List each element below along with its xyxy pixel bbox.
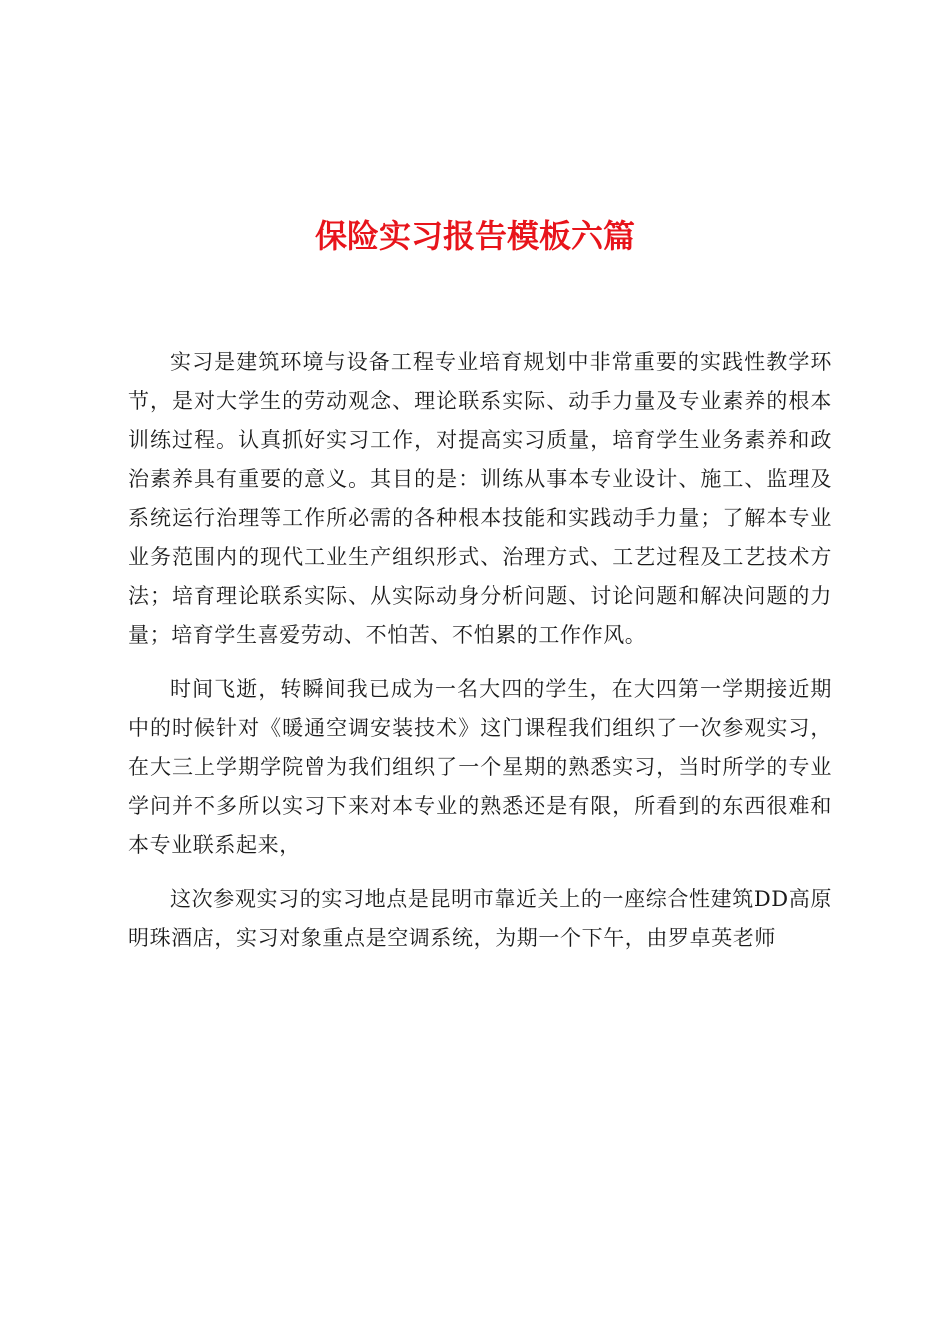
document-body xyxy=(128,343,832,973)
paragraph-3: 这次参观实习的实习地点是昆明市靠近关上的一座综合性建筑DD高原明珠酒店，实习对象重点是空调系统，为期一个下午，由罗卓英老师 xyxy=(128,887,832,950)
paragraph-1: 实习是建筑环境与设备工程专业培育规划中非常重要的实践性教学环节，是对大学生的劳动观念、理论联系实际、动手力量及专业素养的根本训练过程。认真抓好实习工作，对提高实习质量，培育学生业务素养和政治素养具有重要的意义。其目的是：训练从事本专业设计、施工、监理及系统运行治理等工作所必需的各种根本技能和实践动手力量；了解本专业业务范围内的现代工业生产组织形式、治理方式、工艺过程及工艺技术方法；培育理论联系实际、从实际动身分析问题、讨论问题和解决问题的力量；培育学生喜爱劳动、不怕苦、不怕累的工作作风。 xyxy=(128,350,832,647)
paragraph-2: 时间飞逝，转瞬间我已成为一名大四的学生，在大四第一学期接近期中的时候针对《暖通空调安装技术》这门课程我们组织了一次参观实习，在大三上学期学院曾为我们组织了一个星期的熟悉实习，当时所学的专业学问并不多所以实习下来对本专业的熟悉还是有限，所看到的东西很难和本专业联系起来， xyxy=(128,677,832,857)
document-title: 保险实习报告模板六篇 xyxy=(314,217,635,255)
